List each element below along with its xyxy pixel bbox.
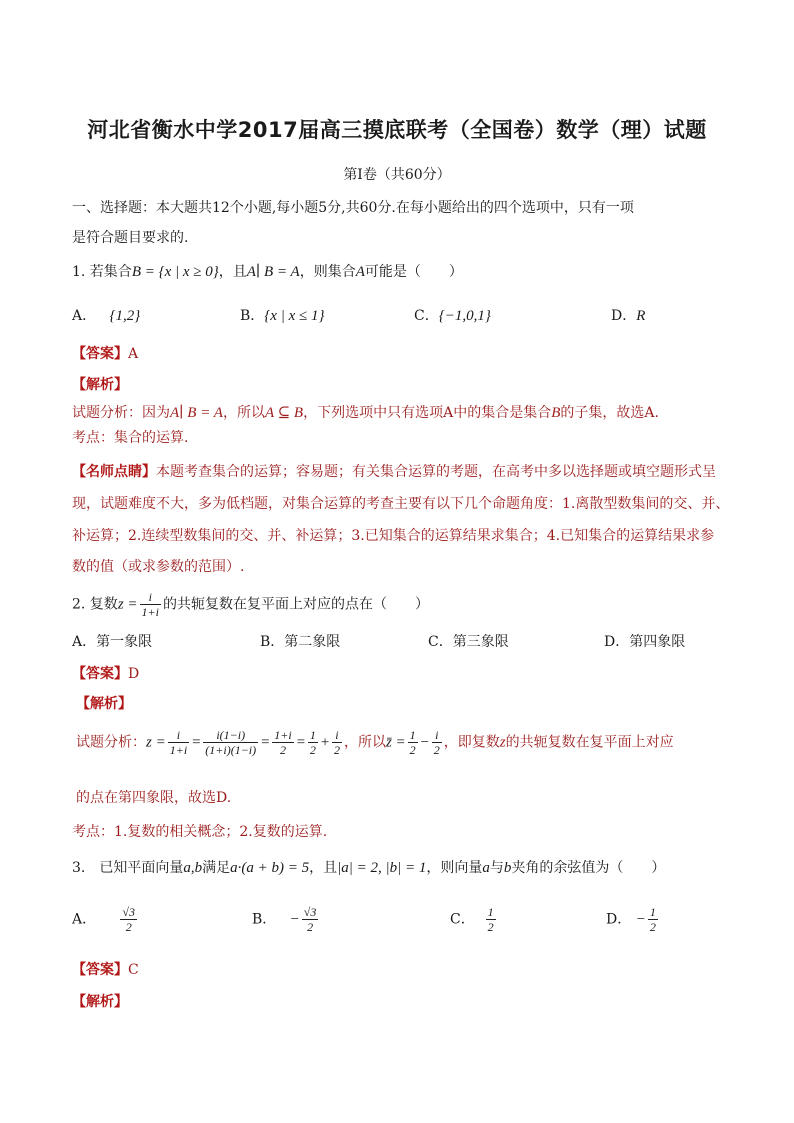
q2-option-c: C．第三象限: [428, 634, 509, 650]
q3-answer: 【答案】C: [72, 962, 139, 978]
q2-analysis-label: 【解析】: [76, 696, 132, 712]
q3-option-d: D． − $\frac{1}{2}$: [606, 905, 656, 934]
q2-point: 考点：1.复数的相关概念；2.复数的运算.: [72, 824, 328, 840]
q1-stem: 1. 若集合B = {x | x ≥ 0}，且A∣ B = A，则集合A可能是（ ）: [72, 264, 463, 280]
q1-teacher-1: 【名师点睛】本题考查集合的运算；容易题；有关集合运算的考题，在高考中多以选择题或填空题形式呈: [72, 464, 716, 480]
q2-analysis-cont: 的点在第四象限，故选D.: [76, 790, 232, 806]
q1-analysis-label: 【解析】: [72, 377, 128, 393]
q2-answer: 【答案】D: [72, 666, 140, 682]
section-intro-line1: 一、选择题：本大题共12个小题,每小题5分,共60分.在每小题给出的四个选项中，只有一项: [72, 200, 634, 216]
q3-analysis-label: 【解析】: [72, 994, 128, 1010]
q1-analysis: 试题分析：因为A∣ B = A，所以A ⊆ B，下列选项中只有选项A中的集合是集合B的子集，故选A.: [72, 405, 659, 421]
section-subtitle: 第Ⅰ卷（共60分）: [343, 167, 451, 183]
section-intro-line2: 是符合题目要求的.: [72, 230, 189, 246]
q1-teacher-4: 数的值（或求参数的范围）.: [72, 559, 245, 575]
q2-stem: 2. 复数z = $\frac{i}{1+i}$ 的共轭复数在复平面上对应的点在（ ）: [72, 590, 429, 619]
q3-option-b: B． − $\frac{√3}{2}$: [252, 905, 317, 934]
q1-point: 考点：集合的运算.: [72, 430, 189, 446]
q2-option-b: B．第二象限: [260, 634, 341, 650]
q1-teacher-2: 现，试题难度不大，多为低档题，对集合运算的考查主要有以下几个命题角度：1.离散型数集间的交、并、: [72, 496, 730, 512]
q3-option-a: A． $\frac{√3}{2}$: [72, 905, 135, 934]
q1-option-c: C．{−1,0,1}: [414, 308, 491, 324]
q2-option-d: D．第四象限: [604, 634, 686, 650]
q1-teacher-3: 补运算；2.连续型数集间的交、并、补运算；3.已知集合的运算结果求集合；4.已知集合的运算结果求参: [72, 528, 715, 544]
q3-stem: 3. 已知平面向量a,b满足a·(a + b) = 5，且|a| = 2, |b| = 1，则向量a与b夹角的余弦值为（ ）: [72, 860, 666, 876]
page-title: 河北省衡水中学2017届高三摸底联考（全国卷）数学（理）试题: [87, 118, 707, 142]
q2-option-a: A．第一象限: [72, 634, 153, 650]
q3-option-c: C． $\frac{1}{2}$: [450, 905, 494, 934]
q1-option-d: D．R: [611, 308, 646, 324]
q1-option-b: B．{x | x ≤ 1}: [240, 308, 325, 324]
q2-analysis: 试题分析：z = $\frac{i}{1+i}$ = $\frac{i(1-i)}{(1+i)(1-i)}$ = $\frac{1+i}{2}$ = $\frac{1}{2}$ + $\frac{i}{2}$ ，所以z̄ = $\frac{1}{2}$ − $\frac{i}{2}$ ，即复数z的共轭复数在复平面上对应: [76, 728, 674, 757]
q1-answer: 【答案】A: [72, 346, 139, 362]
q1-option-a: A． {1,2}: [72, 308, 141, 324]
